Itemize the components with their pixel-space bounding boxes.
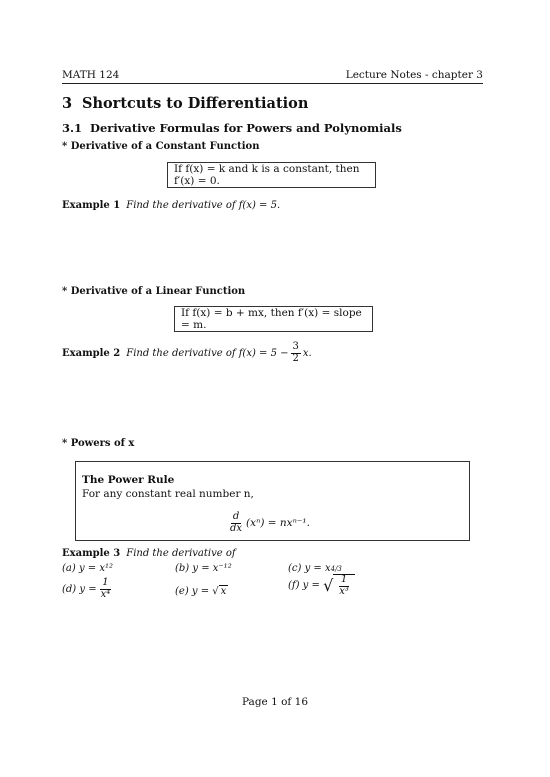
header-title: Lecture Notes - chapter 3 bbox=[345, 69, 483, 81]
section-heading bbox=[62, 95, 308, 112]
power-rule-expression: (xⁿ) = nxⁿ⁻¹. bbox=[246, 517, 310, 529]
subsection-title: Derivative Formulas for Powers and Polynomials bbox=[90, 121, 402, 135]
derivative-operator bbox=[228, 512, 244, 534]
example-3-label: Example 3 bbox=[62, 548, 121, 559]
constant-rule-box bbox=[167, 162, 376, 188]
example-2-fraction bbox=[291, 342, 301, 364]
part-d-numerator: 1 bbox=[102, 577, 109, 588]
part-f-denominator: x³ bbox=[339, 585, 349, 597]
example-3-part-a: (a) y = x¹² bbox=[62, 563, 113, 574]
fraction-denominator: 2 bbox=[292, 352, 299, 364]
part-d-denominator: x⁴ bbox=[100, 588, 111, 600]
example-1-label: Example 1 bbox=[62, 200, 121, 211]
header-rule bbox=[62, 83, 483, 84]
example-3-part-b: (b) y = x⁻¹² bbox=[175, 563, 232, 574]
subsection-heading bbox=[62, 121, 402, 135]
item-linear-function: * Derivative of a Linear Function bbox=[62, 286, 246, 297]
example-3-part-d bbox=[62, 578, 114, 600]
item-constant-function: * Derivative of a Constant Function bbox=[62, 141, 260, 152]
example-2-tail: x. bbox=[302, 347, 312, 359]
part-e-radicand: x bbox=[220, 586, 227, 597]
example-2-text: Find the derivative of f(x) = 5 − bbox=[126, 347, 289, 359]
derivative-dx: dx bbox=[230, 522, 243, 534]
part-f-prefix: (f) y = bbox=[288, 580, 320, 591]
constant-rule-text: If f(x) = k and k is a constant, then f′(x) = 0. bbox=[174, 163, 360, 187]
fraction-numerator: 3 bbox=[292, 341, 299, 352]
header-course: MATH 124 bbox=[62, 69, 120, 81]
page-number: Page 1 of 16 bbox=[241, 696, 309, 708]
sqrt-icon: √ x bbox=[212, 585, 227, 597]
example-3-part-f bbox=[288, 574, 355, 597]
section-number: 3 bbox=[62, 95, 73, 112]
power-rule-box bbox=[75, 461, 470, 541]
sqrt-icon-large: √ $\frac{1}{\text{x³}}$ bbox=[323, 574, 355, 597]
section-title: Shortcuts to Differentiation bbox=[82, 95, 309, 112]
example-3-part-e bbox=[175, 585, 228, 597]
part-f-fraction bbox=[337, 575, 351, 597]
item-powers-of-x: * Powers of x bbox=[62, 438, 135, 449]
power-rule-formula bbox=[226, 512, 310, 534]
example-3-part-c: (c) y = x 4/3 bbox=[288, 563, 342, 574]
part-c-base: (c) y = x bbox=[288, 563, 331, 574]
power-rule-statement: For any constant real number n, bbox=[82, 488, 254, 500]
example-1 bbox=[62, 200, 280, 211]
power-rule-title: The Power Rule bbox=[82, 474, 175, 486]
part-f-radicand bbox=[333, 574, 355, 597]
example-1-text: Find the derivative of f(x) = 5. bbox=[126, 200, 281, 211]
example-2 bbox=[62, 342, 312, 364]
part-d-prefix: (d) y = bbox=[62, 583, 97, 595]
part-d-fraction bbox=[99, 578, 113, 600]
derivative-d: d bbox=[232, 511, 240, 522]
linear-rule-box bbox=[174, 306, 373, 332]
example-2-label: Example 2 bbox=[62, 347, 121, 359]
example-3 bbox=[62, 548, 236, 559]
linear-rule-text: If f(x) = b + mx, then f′(x) = slope = m. bbox=[181, 307, 362, 331]
example-3-text: Find the derivative of bbox=[126, 548, 236, 559]
part-e-prefix: (e) y = bbox=[175, 585, 210, 597]
subsection-number: 3.1 bbox=[62, 121, 83, 135]
part-f-numerator: 1 bbox=[340, 574, 348, 585]
